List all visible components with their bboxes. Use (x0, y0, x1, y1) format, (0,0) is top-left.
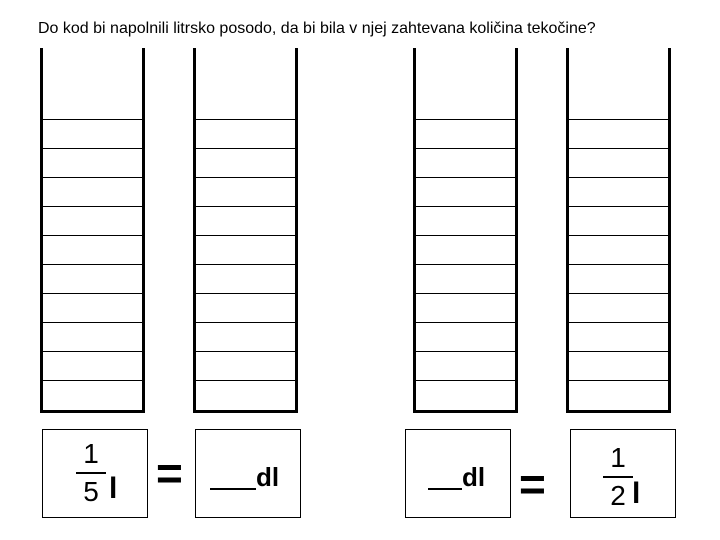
graduation-mark (416, 119, 515, 120)
left-answer-blank[interactable] (210, 464, 279, 490)
right-fraction (603, 444, 633, 510)
vessel-3[interactable] (413, 48, 518, 413)
task-title: Do kod bi napolnili litrsko posodo, da bi bila v njej zahtevana količina tekočine? (38, 20, 596, 37)
right-answer-unit: dl (462, 462, 486, 492)
graduation-mark (43, 380, 142, 381)
left-fraction (76, 440, 106, 506)
left-answer-box[interactable] (195, 429, 301, 518)
graduation-mark (196, 235, 295, 236)
vessel-1[interactable] (40, 48, 145, 413)
graduation-mark (569, 177, 668, 178)
graduation-mark (569, 351, 668, 352)
graduation-mark (43, 177, 142, 178)
graduation-mark (569, 206, 668, 207)
graduation-mark (43, 119, 142, 120)
graduation-mark (43, 264, 142, 265)
graduation-mark (416, 206, 515, 207)
graduation-mark (43, 148, 142, 149)
right-answer-line[interactable] (428, 466, 462, 490)
graduation-mark (43, 235, 142, 236)
left-fraction-box (42, 429, 148, 518)
graduation-mark (196, 206, 295, 207)
graduation-mark (196, 322, 295, 323)
graduation-mark (416, 177, 515, 178)
graduation-mark (416, 351, 515, 352)
graduation-mark (416, 293, 515, 294)
right-fraction-unit: l (632, 477, 641, 510)
graduation-mark (416, 148, 515, 149)
graduation-mark (569, 293, 668, 294)
right-fraction-denominator: 2 (610, 480, 626, 511)
graduation-mark (569, 148, 668, 149)
graduation-mark (416, 380, 515, 381)
graduation-mark (416, 264, 515, 265)
graduation-mark (196, 380, 295, 381)
graduation-mark (569, 322, 668, 323)
graduation-mark (196, 177, 295, 178)
left-answer-unit: dl (256, 462, 280, 492)
vessel-2[interactable] (193, 48, 298, 413)
right-fraction-bar (603, 476, 633, 478)
graduation-mark (196, 293, 295, 294)
graduation-mark (43, 351, 142, 352)
graduation-mark (196, 264, 295, 265)
graduation-mark (569, 119, 668, 120)
graduation-mark (196, 119, 295, 120)
graduation-mark (43, 206, 142, 207)
left-fraction-numerator: 1 (83, 438, 99, 469)
graduation-mark (196, 148, 295, 149)
graduation-mark (569, 380, 668, 381)
right-fraction-numerator: 1 (610, 442, 626, 473)
left-equals-sign: = (156, 447, 183, 499)
graduation-mark (196, 351, 295, 352)
graduation-mark (569, 264, 668, 265)
vessel-4[interactable] (566, 48, 671, 413)
graduation-mark (416, 235, 515, 236)
left-fraction-bar (76, 472, 106, 474)
graduation-mark (416, 322, 515, 323)
graduation-mark (43, 322, 142, 323)
right-fraction-box (570, 429, 676, 518)
right-equals-sign: = (519, 458, 546, 510)
left-answer-line[interactable] (210, 466, 256, 490)
left-fraction-denominator: 5 (83, 476, 99, 507)
right-answer-box[interactable] (405, 429, 511, 518)
graduation-mark (569, 235, 668, 236)
graduation-mark (43, 293, 142, 294)
left-fraction-unit: l (109, 472, 118, 505)
right-answer-blank[interactable] (428, 464, 485, 490)
